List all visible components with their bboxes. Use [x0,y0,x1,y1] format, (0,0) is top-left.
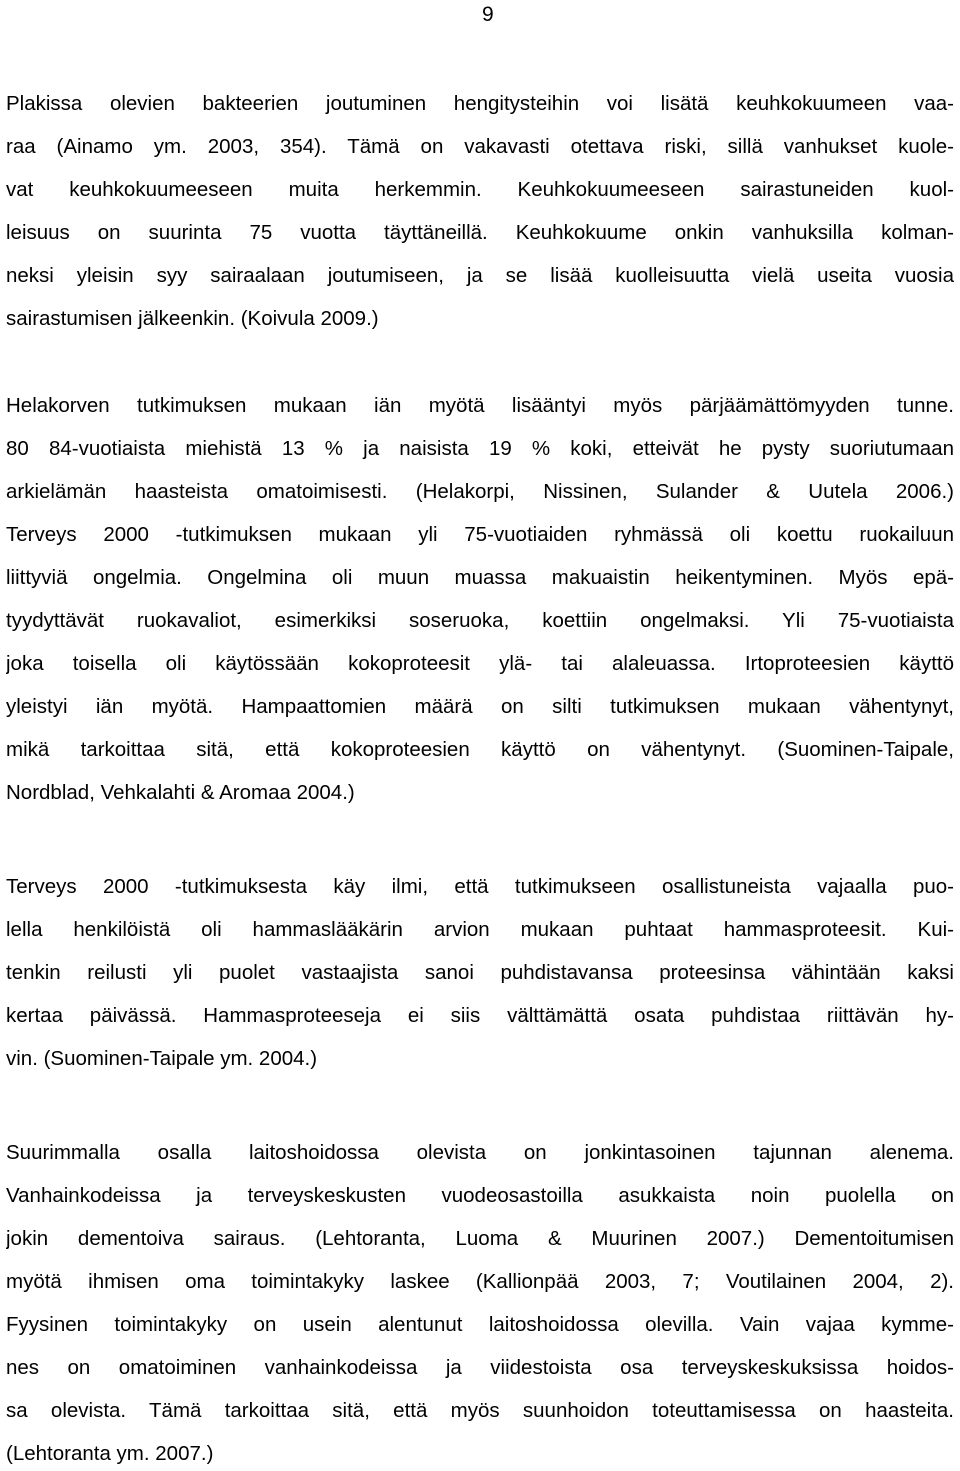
paragraph-3-line-3: tenkin reilusti yli puolet vastaajista sanoi puhdistavansa proteesinsa vähintään kaksi [6,961,954,984]
paragraph-2-line-4: Terveys 2000 -tutkimuksen mukaan yli 75-vuotiaiden ryhmässä oli koettu ruokailuun [6,523,954,546]
paragraph-3-line-1: Terveys 2000 -tutkimuksesta käy ilmi, että tutkimukseen osallistuneista vajaalla puo- [6,875,954,898]
paragraph-4-line-1: Suurimmalla osalla laitoshoidossa olevista on jonkintasoinen tajunnan alenema. [6,1141,954,1164]
paragraph-3-line-2: lella henkilöistä oli hammaslääkärin arvion mukaan puhtaat hammasproteesit. Kui- [6,918,954,941]
paragraph-4-line-4: myötä ihmisen oma toimintakyky laskee (Kallionpää 2003, 7; Voutilainen 2004, 2). [6,1270,954,1293]
paragraph-2-line-3: arkielämän haasteista omatoimisesti. (Helakorpi, Nissinen, Sulander & Uutela 2006.) [6,480,954,503]
paragraph-1-line-3: vat keuhkokuumeeseen muita herkemmin. Keuhkokuumeeseen sairastuneiden kuol- [6,178,954,201]
paragraph-1-line-4: leisuus on suurinta 75 vuotta täyttäneillä. Keuhkokuume onkin vanhuksilla kolman- [6,221,954,244]
paragraph-2-line-1: Helakorven tutkimuksen mukaan iän myötä lisääntyi myös pärjäämättömyyden tunne. [6,394,954,417]
paragraph-1-line-1: Plakissa olevien bakteerien joutuminen hengitysteihin voi lisätä keuhkokuumeen vaa- [6,92,954,115]
paragraph-1-line-5: neksi yleisin syy sairaalaan joutumiseen, ja se lisää kuolleisuutta vielä useita vuosia [6,264,954,287]
paragraph-1-line-6: sairastumisen jälkeenkin. (Koivula 2009.) [6,307,379,330]
paragraph-4-line-8: (Lehtoranta ym. 2007.) [6,1442,214,1465]
paragraph-2-line-2: 80 84-vuotiaista miehistä 13 % ja naisista 19 % koki, etteivät he pysty suoriutumaan [6,437,954,460]
paragraph-2-line-5: liittyviä ongelmia. Ongelmina oli muun muassa makuaistin heikentyminen. Myös epä- [6,566,954,589]
paragraph-4-line-3: jokin dementoiva sairaus. (Lehtoranta, Luoma & Muurinen 2007.) Dementoitumisen [6,1227,954,1250]
paragraph-3-line-5: vin. (Suominen-Taipale ym. 2004.) [6,1047,318,1070]
paragraph-2-line-7: joka toisella oli käytössään kokoproteesit ylä- tai alaleuassa. Irtoproteesien käyttö [6,652,954,675]
paragraph-2-line-6: tyydyttävät ruokavaliot, esimerkiksi soseruoka, koettiin ongelmaksi. Yli 75-vuotiaista [6,609,954,632]
paragraph-4-line-7: sa olevista. Tämä tarkoittaa sitä, että myös suunhoidon toteuttamisessa on haasteita. [6,1399,954,1422]
paragraph-4-line-2: Vanhainkodeissa ja terveyskeskusten vuodeosastoilla asukkaista noin puolella on [6,1184,954,1207]
paragraph-4-line-6: nes on omatoiminen vanhainkodeissa ja viidestoista osa terveyskeskuksissa hoidos- [6,1356,954,1379]
paragraph-2-line-8: yleistyi iän myötä. Hampaattomien määrä on silti tutkimuksen mukaan vähentynyt, [6,695,954,718]
paragraph-2-line-10: Nordblad, Vehkalahti & Aromaa 2004.) [6,781,355,804]
paragraph-1-line-2: raa (Ainamo ym. 2003, 354). Tämä on vakavasti otettava riski, sillä vanhukset kuole- [6,135,954,158]
paragraph-2-line-9: mikä tarkoittaa sitä, että kokoproteesien käyttö on vähentynyt. (Suominen-Taipale, [6,738,954,761]
page-number: 9 [482,3,494,26]
paragraph-3-line-4: kertaa päivässä. Hammasproteeseja ei siis välttämättä osata puhdistaa riittävän hy- [6,1004,954,1027]
paragraph-4-line-5: Fyysinen toimintakyky on usein alentunut laitoshoidossa olevilla. Vain vajaa kymme- [6,1313,954,1336]
